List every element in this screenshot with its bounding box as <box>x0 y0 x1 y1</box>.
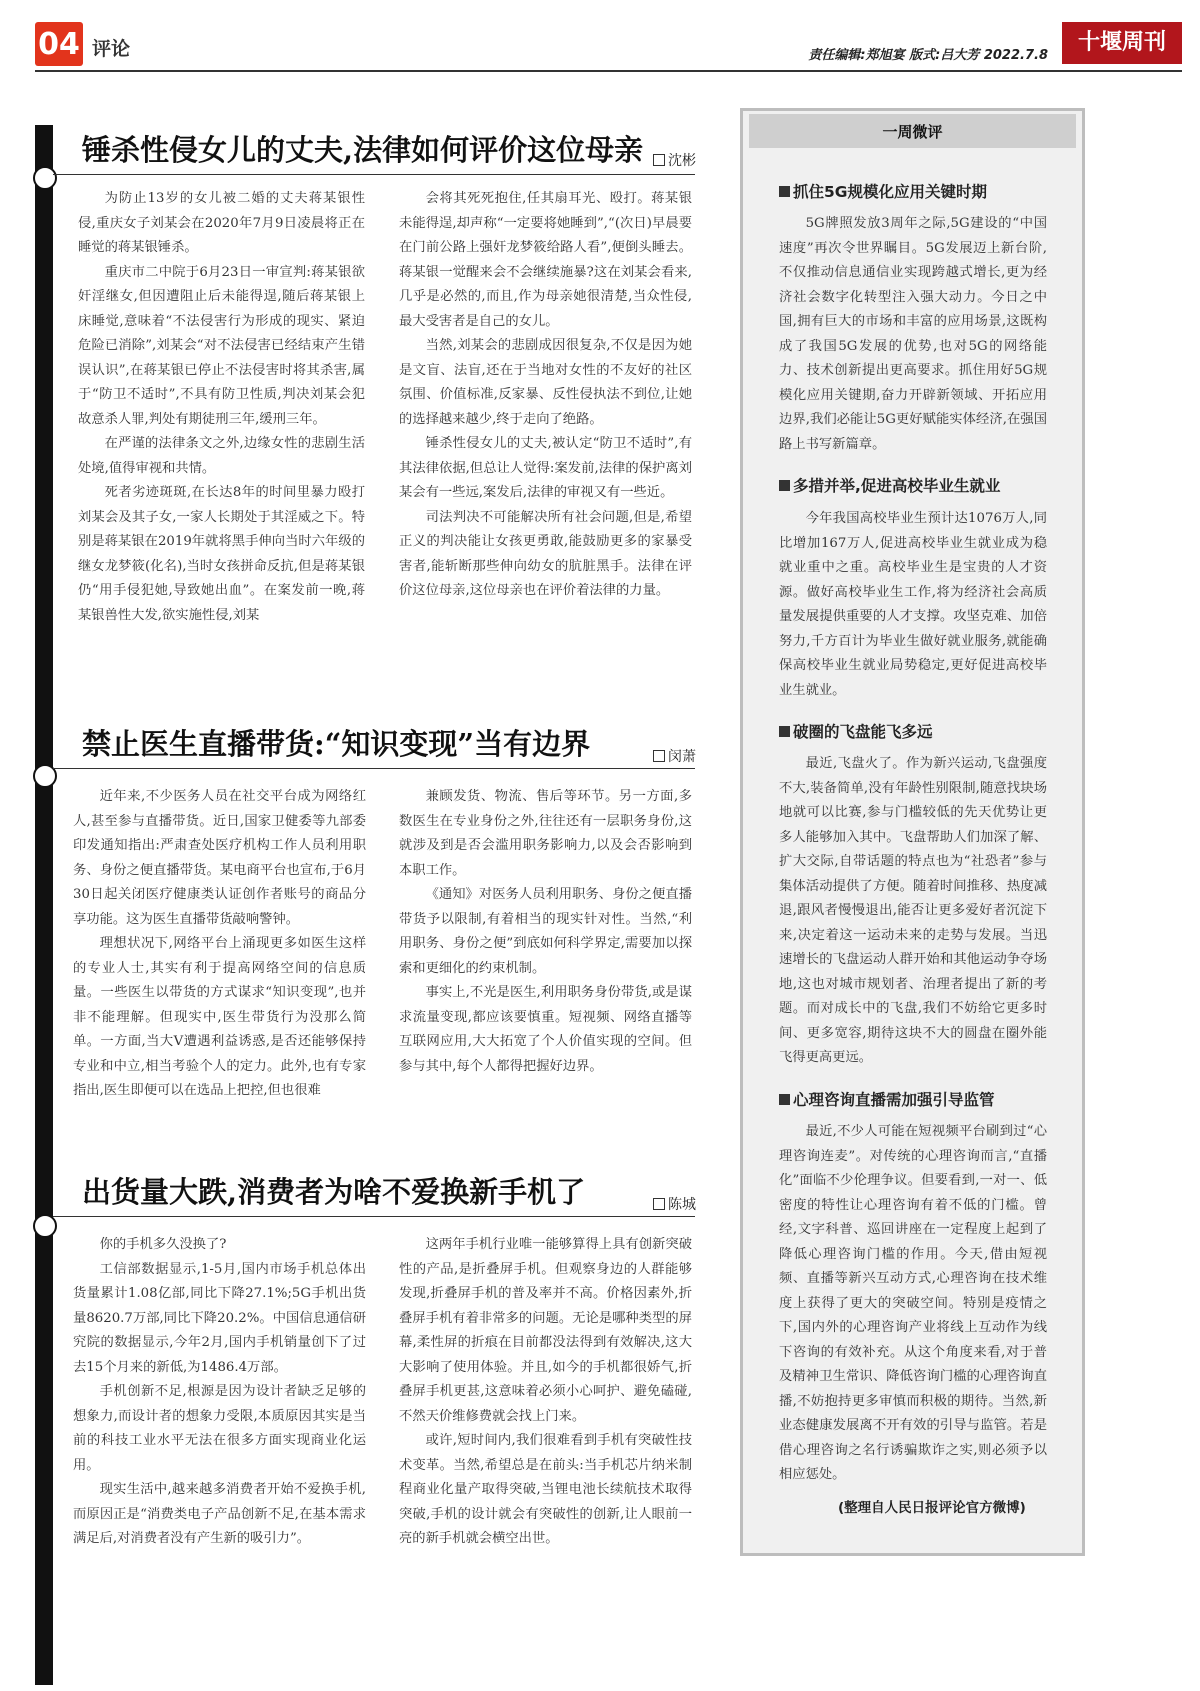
paragraph: 或许,短时间内,我们很难看到手机有突破性技术变革。当然,希望总是在前头:当手机芯片纳米制程商业化量产取得突破,当锂电池长续航技术取得突破,手机的设计就会有突破性的创新,让人眼前一亮的新手机就会横空出世。 <box>399 1433 692 1546</box>
bullet-dot-1 <box>33 166 57 190</box>
paragraph: 最近,飞盘火了。作为新兴运动,飞盘强度不大,装备简单,没有年龄性别限制,随意找块场地就可以比赛,参与门槛较低的先天优势让更多人能够加入其中。飞盘帮助人们加深了解、扩大交际,自带话题的特点也为“社恐者”参与集体活动提供了方便。随着时间推移、热度减退,跟风者慢慢退出,能否让更多爱好者沉淀下来,决定着这一运动未来的走势与发展。当迅速增长的飞盘运动人群开始和其他运动争夺场地,这也对城市规划者、治理者提出了新的考题。而对成长中的飞盘,我们不妨给它更多时间、更多宽容,期待这块不大的圆盘在圈外能飞得更高更远。 <box>779 756 1047 1065</box>
paragraph: 锤杀性侵女儿的丈夫,被认定“防卫不适时”,有其法律依据,但总让人觉得:案发前,法律的保护离刘某会有一些远,案发后,法律的审视又有一些近。 <box>399 436 692 500</box>
paragraph: 现实生活中,越来越多消费者开始不爱换手机,而原因正是“消费类电子产品创新不足,在基本需求满足后,对消费者没有产生新的吸引力”。 <box>73 1482 366 1546</box>
editor-credits: 责任编辑:郑旭宴 版式:吕大芳 2022.7.8 <box>808 48 1048 63</box>
weekly-item-body <box>779 1120 1047 1488</box>
page-number: 04 <box>35 22 83 66</box>
paragraph: 在严谨的法律条文之外,边缘女性的悲剧生活处境,值得审视和共情。 <box>78 436 365 476</box>
paragraph: 事实上,不光是医生,利用职务身份带货,或是谋求流量变现,都应该要慎重。短视频、网络直播等互联网应用,大大拓宽了个人价值实现的空间。但参与其中,每个人都得把握好边界。 <box>399 985 692 1074</box>
brand-underbar <box>1062 58 1182 64</box>
weekly-item-body <box>779 212 1047 457</box>
weekly-item-body <box>779 507 1047 703</box>
article-author: 陈城 <box>653 1194 696 1214</box>
article-rule <box>53 1216 695 1217</box>
paragraph: 为防止13岁的女儿被二婚的丈夫蒋某银性侵,重庆女子刘某会在2020年7月9日凌晨将正在睡觉的蒋某银锤杀。 <box>78 191 365 255</box>
brand-logo: 十堰周刊 <box>1062 22 1182 58</box>
paragraph: 《通知》对医务人员利用职务、身份之便直播带货予以限制,有着相当的现实针对性。当然,“利用职务、身份之便”到底如何科学界定,需要加以探索和更细化的约束机制。 <box>399 887 692 976</box>
bullet-dot-3 <box>33 1214 57 1238</box>
left-decor-bar <box>35 125 53 1685</box>
weekly-item-heading: 多措并举,促进高校毕业生就业 <box>779 474 1000 496</box>
section-label: 评论 <box>92 38 131 60</box>
paragraph: 重庆市二中院于6月23日一审宣判:蒋某银欲奸淫继女,但因遭阻止后未能得逞,随后蒋某银上床睡觉,意味着“不法侵害行为形成的现实、紧迫危险已消除”,刘某会“对不法侵害已经结束产生错误认识”,在蒋某银已停止不法侵害时将其杀害,属于“防卫不适时”,不具有防卫性质,判决刘某会犯故意杀人罪,判处有期徒刑三年,缓刑三年。 <box>78 264 365 427</box>
article-column-1 <box>78 187 365 689</box>
article-column-2 <box>399 785 692 1110</box>
paragraph: 近年来,不少医务人员在社交平台成为网络红人,甚至参与直播带货。近日,国家卫健委等九部委印发通知指出:严肃查处医疗机构工作人员利用职务、身份之便直播带货。某电商平台也宣布,于6月30日起关闭医疗健康类认证创作者账号的商品分享功能。这为医生直播带货敲响警钟。 <box>73 789 366 927</box>
paragraph: 死者劣迹斑斑,在长达8年的时间里暴力殴打刘某会及其子女,一家人长期处于其淫威之下。特别是蒋某银在2019年就将黑手伸向当时六年级的继女龙梦筱(化名),当时女孩拼命反抗,但是蒋某银仍“用手侵犯她,导致她出血”。在案发前一晚,蒋某银兽性大发,欲实施性侵,刘某 <box>78 485 365 623</box>
paragraph: 司法判决不可能解决所有社会问题,但是,希望正义的判决能让女孩更勇敢,能鼓励更多的家暴受害者,能斩断那些伸向幼女的肮脏黑手。法律在评价这位母亲,这位母亲也在评价着法律的力量。 <box>399 509 692 598</box>
article-author: 闵萧 <box>653 746 696 766</box>
header-divider <box>35 70 1182 72</box>
paragraph: 今年我国高校毕业生预计达1076万人,同比增加167万人,促进高校毕业生就业成为稳就业重中之重。高校毕业生是宝贵的人才资源。做好高校毕业生工作,将为经济社会高质量发展提供重要的人才支撑。攻坚克难、加倍努力,千方百计为毕业生做好就业服务,就能确保高校毕业生就业局势稳定,更好促进高校毕业生就业。 <box>779 511 1047 698</box>
weekly-comments-title: 一周微评 <box>749 114 1076 148</box>
article-column-2 <box>399 1233 692 1683</box>
paragraph: 当然,刘某会的悲剧成因很复杂,不仅是因为她是文盲、法盲,还在于当地对女性的不友好的社区氛围、价值标准,反家暴、反性侵执法不到位,让她的选择越来越少,终于走向了绝路。 <box>399 338 692 427</box>
paragraph: 工信部数据显示,1-5月,国内市场手机总体出货量累计1.08亿部,同比下降27.1%;5G手机出货量8620.7万部,同比下降20.2%。中国信息通信研究院的数据显示,今年2月,国内手机销量创下了过去15个月来的新低,为1486.4万部。 <box>73 1261 366 1375</box>
paragraph: 最近,不少人可能在短视频平台刷到过“心理咨询连麦”。对传统的心理咨询而言,“直播化”面临不少伦理争议。但要看到,一对一、低密度的特性让心理咨询有着不低的门槛。曾经,文字科普、巡回讲座在一定程度上起到了降低心理咨询门槛的作用。今天,借由短视频、直播等新兴互动方式,心理咨询在技术维度上获得了更大的突破空间。特别是疫情之下,国内外的心理咨询产业将线上互动作为线下咨询的有效补充。从这个角度来看,对于普及精神卫生常识、降低咨询门槛的心理咨询直播,不妨抱持更多审慎而积极的期待。当然,新业态健康发展离不开有效的引导与监管。若是借心理咨询之名行诱骗欺诈之实,则必须予以相应惩处。 <box>779 1124 1047 1482</box>
paragraph: 这两年手机行业唯一能够算得上具有创新突破性的产品,是折叠屏手机。但观察身边的人群能够发现,折叠屏手机的普及率并不高。价格因素外,折叠屏手机有着非常多的问题。无论是哪种类型的屏幕,柔性屏的折痕在目前都没法得到有效解决,这大大影响了使用体验。并且,如今的手机都很娇气,折叠屏手机更甚,这意味着必须小心呵护、避免磕碰,不然天价维修费就会找上门来。 <box>399 1237 692 1424</box>
weekly-item-body <box>779 752 1047 1071</box>
article-title: 锤杀性侵女儿的丈夫,法律如何评价这位母亲 <box>82 133 644 167</box>
paragraph: 会将其死死抱住,任其扇耳光、殴打。蒋某银未能得逞,却声称“一定要将她睡到”,“(次日)早晨要在门前公路上强奸龙梦筱给路人看”,便倒头睡去。蒋某银一觉醒来会不会继续施暴?这在刘某会看来,几乎是必然的,而且,作为母亲她很清楚,当众性侵,最大受害者是自己的女儿。 <box>399 191 692 329</box>
article-author: 沈彬 <box>653 150 696 170</box>
article-column-1 <box>73 785 366 1110</box>
article-rule <box>53 174 695 175</box>
article-column-2 <box>399 187 692 689</box>
article-title: 出货量大跌,消费者为啥不爱换新手机了 <box>82 1175 586 1209</box>
paragraph: 5G牌照发放3周年之际,5G建设的“中国速度”再次令世界瞩目。5G发展迈上新台阶,不仅推动信息通信业实现跨越式增长,更为经济社会数字化转型注入强大动力。今日之中国,拥有巨大的市场和丰富的应用场景,这既构成了我国5G发展的优势,也对5G的网络能力、技术创新提出更高要求。抓住用好5G规模化应用关键期,奋力开辟新领域、开拓应用边界,我们必能让5G更好赋能实体经济,在强国路上书写新篇章。 <box>779 216 1047 452</box>
paragraph: 兼顾发货、物流、售后等环节。另一方面,多数医生在专业身份之外,往往还有一层职务身份,这就涉及到是否会滥用职务影响力,以及会否影响到本职工作。 <box>399 789 692 878</box>
weekly-item-heading: 破圈的飞盘能飞多远 <box>779 720 933 742</box>
paragraph: 你的手机多久没换了? <box>99 1237 227 1252</box>
article-column-1 <box>73 1233 366 1683</box>
article-rule <box>53 768 695 769</box>
weekly-source: (整理自人民日报评论官方微博) <box>838 1500 1026 1516</box>
weekly-item-heading: 抓住5G规模化应用关键时期 <box>779 180 987 202</box>
article-title: 禁止医生直播带货:“知识变现”当有边界 <box>82 727 591 761</box>
paragraph: 理想状况下,网络平台上涌现更多如医生这样的专业人士,其实有利于提高网络空间的信息质量。一些医生以带货的方式谋求“知识变现”,也并非不能理解。但现实中,医生带货行为没那么简单。一方面,当大V遭遇利益诱惑,是否还能够保持专业和中立,相当考验个人的定力。此外,也有专家指出,医生即便可以在选品上把控,但也很难 <box>73 936 366 1098</box>
paragraph: 手机创新不足,根源是因为设计者缺乏足够的想象力,而设计者的想象力受限,本质原因其实是当前的科技工业水平无法在很多方面实现商业化运用。 <box>73 1384 366 1473</box>
weekly-item-heading: 心理咨询直播需加强引导监管 <box>779 1088 995 1110</box>
